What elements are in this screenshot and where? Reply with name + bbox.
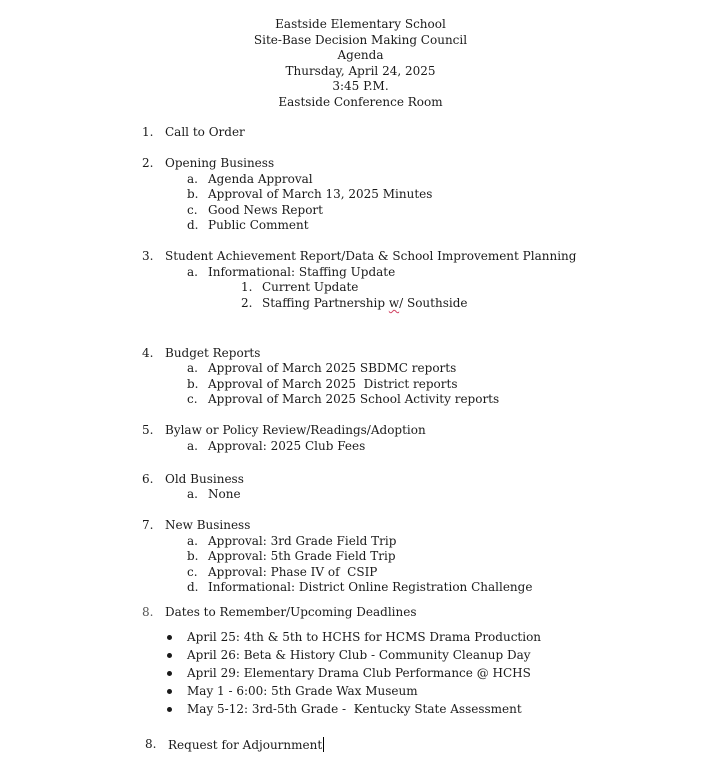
text-before: Staffing Partnership [262, 296, 389, 310]
sub-marker: b. [187, 377, 199, 391]
sub-item: Informational: District Online Registration Challenge [208, 580, 533, 594]
subsub-marker: 1. [241, 280, 253, 294]
subsub-item [262, 296, 467, 311]
item-number: 8. [142, 605, 154, 619]
sub-item: Approval of March 2025 District reports [208, 377, 458, 391]
school-name: Eastside Elementary School [275, 17, 446, 31]
text-after: / Southside [399, 296, 468, 310]
sub-marker: a. [187, 172, 198, 186]
item-title: Old Business [165, 472, 244, 486]
item-title: Budget Reports [165, 346, 261, 360]
sub-item: Good News Report [208, 203, 323, 217]
sub-marker: c. [187, 203, 198, 217]
sub-item: Approval: 2025 Club Fees [208, 439, 366, 453]
sub-marker: c. [187, 565, 198, 579]
sub-marker: a. [187, 487, 198, 501]
sub-marker: b. [187, 187, 199, 201]
sub-marker: c. [187, 392, 198, 406]
item-title: Bylaw or Policy Review/Readings/Adoption [165, 423, 426, 437]
sub-marker: a. [187, 439, 198, 453]
council-name: Site-Base Decision Making Council [253, 33, 468, 47]
bullet-icon [167, 707, 172, 712]
item-number: 8. [145, 737, 157, 751]
date-item: May 5-12: 3rd-5th Grade - Kentucky State Assessment [187, 702, 522, 716]
sub-item: Approval of March 2025 SBDMC reports [208, 361, 457, 375]
sub-item: Approval: 3rd Grade Field Trip [208, 534, 397, 548]
meeting-date: Thursday, April 24, 2025 [285, 64, 436, 78]
date-item: April 26: Beta & History Club - Community Cleanup Day [187, 648, 531, 662]
item-title: Dates to Remember/Upcoming Deadlines [165, 605, 417, 619]
item-number: 2. [142, 156, 154, 170]
meeting-time: 3:45 P.M. [332, 79, 389, 93]
item-number: 1. [142, 125, 154, 139]
sub-marker: b. [187, 549, 199, 563]
adjournment-text: Request for Adjournment [168, 738, 323, 752]
sub-marker: d. [187, 580, 199, 594]
meeting-location: Eastside Conference Room [278, 95, 443, 109]
sub-marker: a. [187, 361, 198, 375]
bullet-icon [167, 689, 172, 694]
subsub-item: Current Update [262, 280, 359, 294]
sub-item: None [208, 487, 241, 501]
document-type: Agenda [337, 48, 384, 62]
item-number: 7. [142, 518, 154, 532]
date-item: April 29: Elementary Drama Club Performance @ HCHS [187, 666, 531, 680]
sub-item: Public Comment [208, 218, 309, 232]
item-number: 4. [142, 346, 154, 360]
subsub-marker: 2. [241, 296, 253, 310]
sub-marker: a. [187, 534, 198, 548]
item-title[interactable] [168, 737, 324, 753]
bullet-icon [167, 671, 172, 676]
item-title: Call to Order [165, 125, 245, 139]
text-cursor [323, 737, 324, 752]
sub-marker: d. [187, 218, 199, 232]
item-title: Opening Business [165, 156, 275, 170]
sub-marker: a. [187, 265, 198, 279]
bullet-icon [167, 635, 172, 640]
item-number: 3. [142, 249, 154, 263]
sub-item: Approval of March 2025 School Activity reports [208, 392, 500, 406]
date-item: May 1 - 6:00: 5th Grade Wax Museum [187, 684, 418, 698]
item-title: New Business [165, 518, 251, 532]
spellcheck-flagged-word[interactable]: w [388, 296, 400, 310]
sub-item: Approval: 5th Grade Field Trip [208, 549, 396, 563]
sub-item: Agenda Approval [208, 172, 313, 186]
sub-item: Informational: Staffing Update [208, 265, 396, 279]
bullet-icon [167, 653, 172, 658]
item-title: Student Achievement Report/Data & School Improvement Planning [165, 249, 577, 263]
date-item: April 25: 4th & 5th to HCHS for HCMS Drama Production [187, 630, 542, 644]
item-number: 5. [142, 423, 154, 437]
sub-item: Approval: Phase IV of CSIP [208, 565, 378, 579]
sub-item: Approval of March 13, 2025 Minutes [208, 187, 433, 201]
item-number: 6. [142, 472, 154, 486]
